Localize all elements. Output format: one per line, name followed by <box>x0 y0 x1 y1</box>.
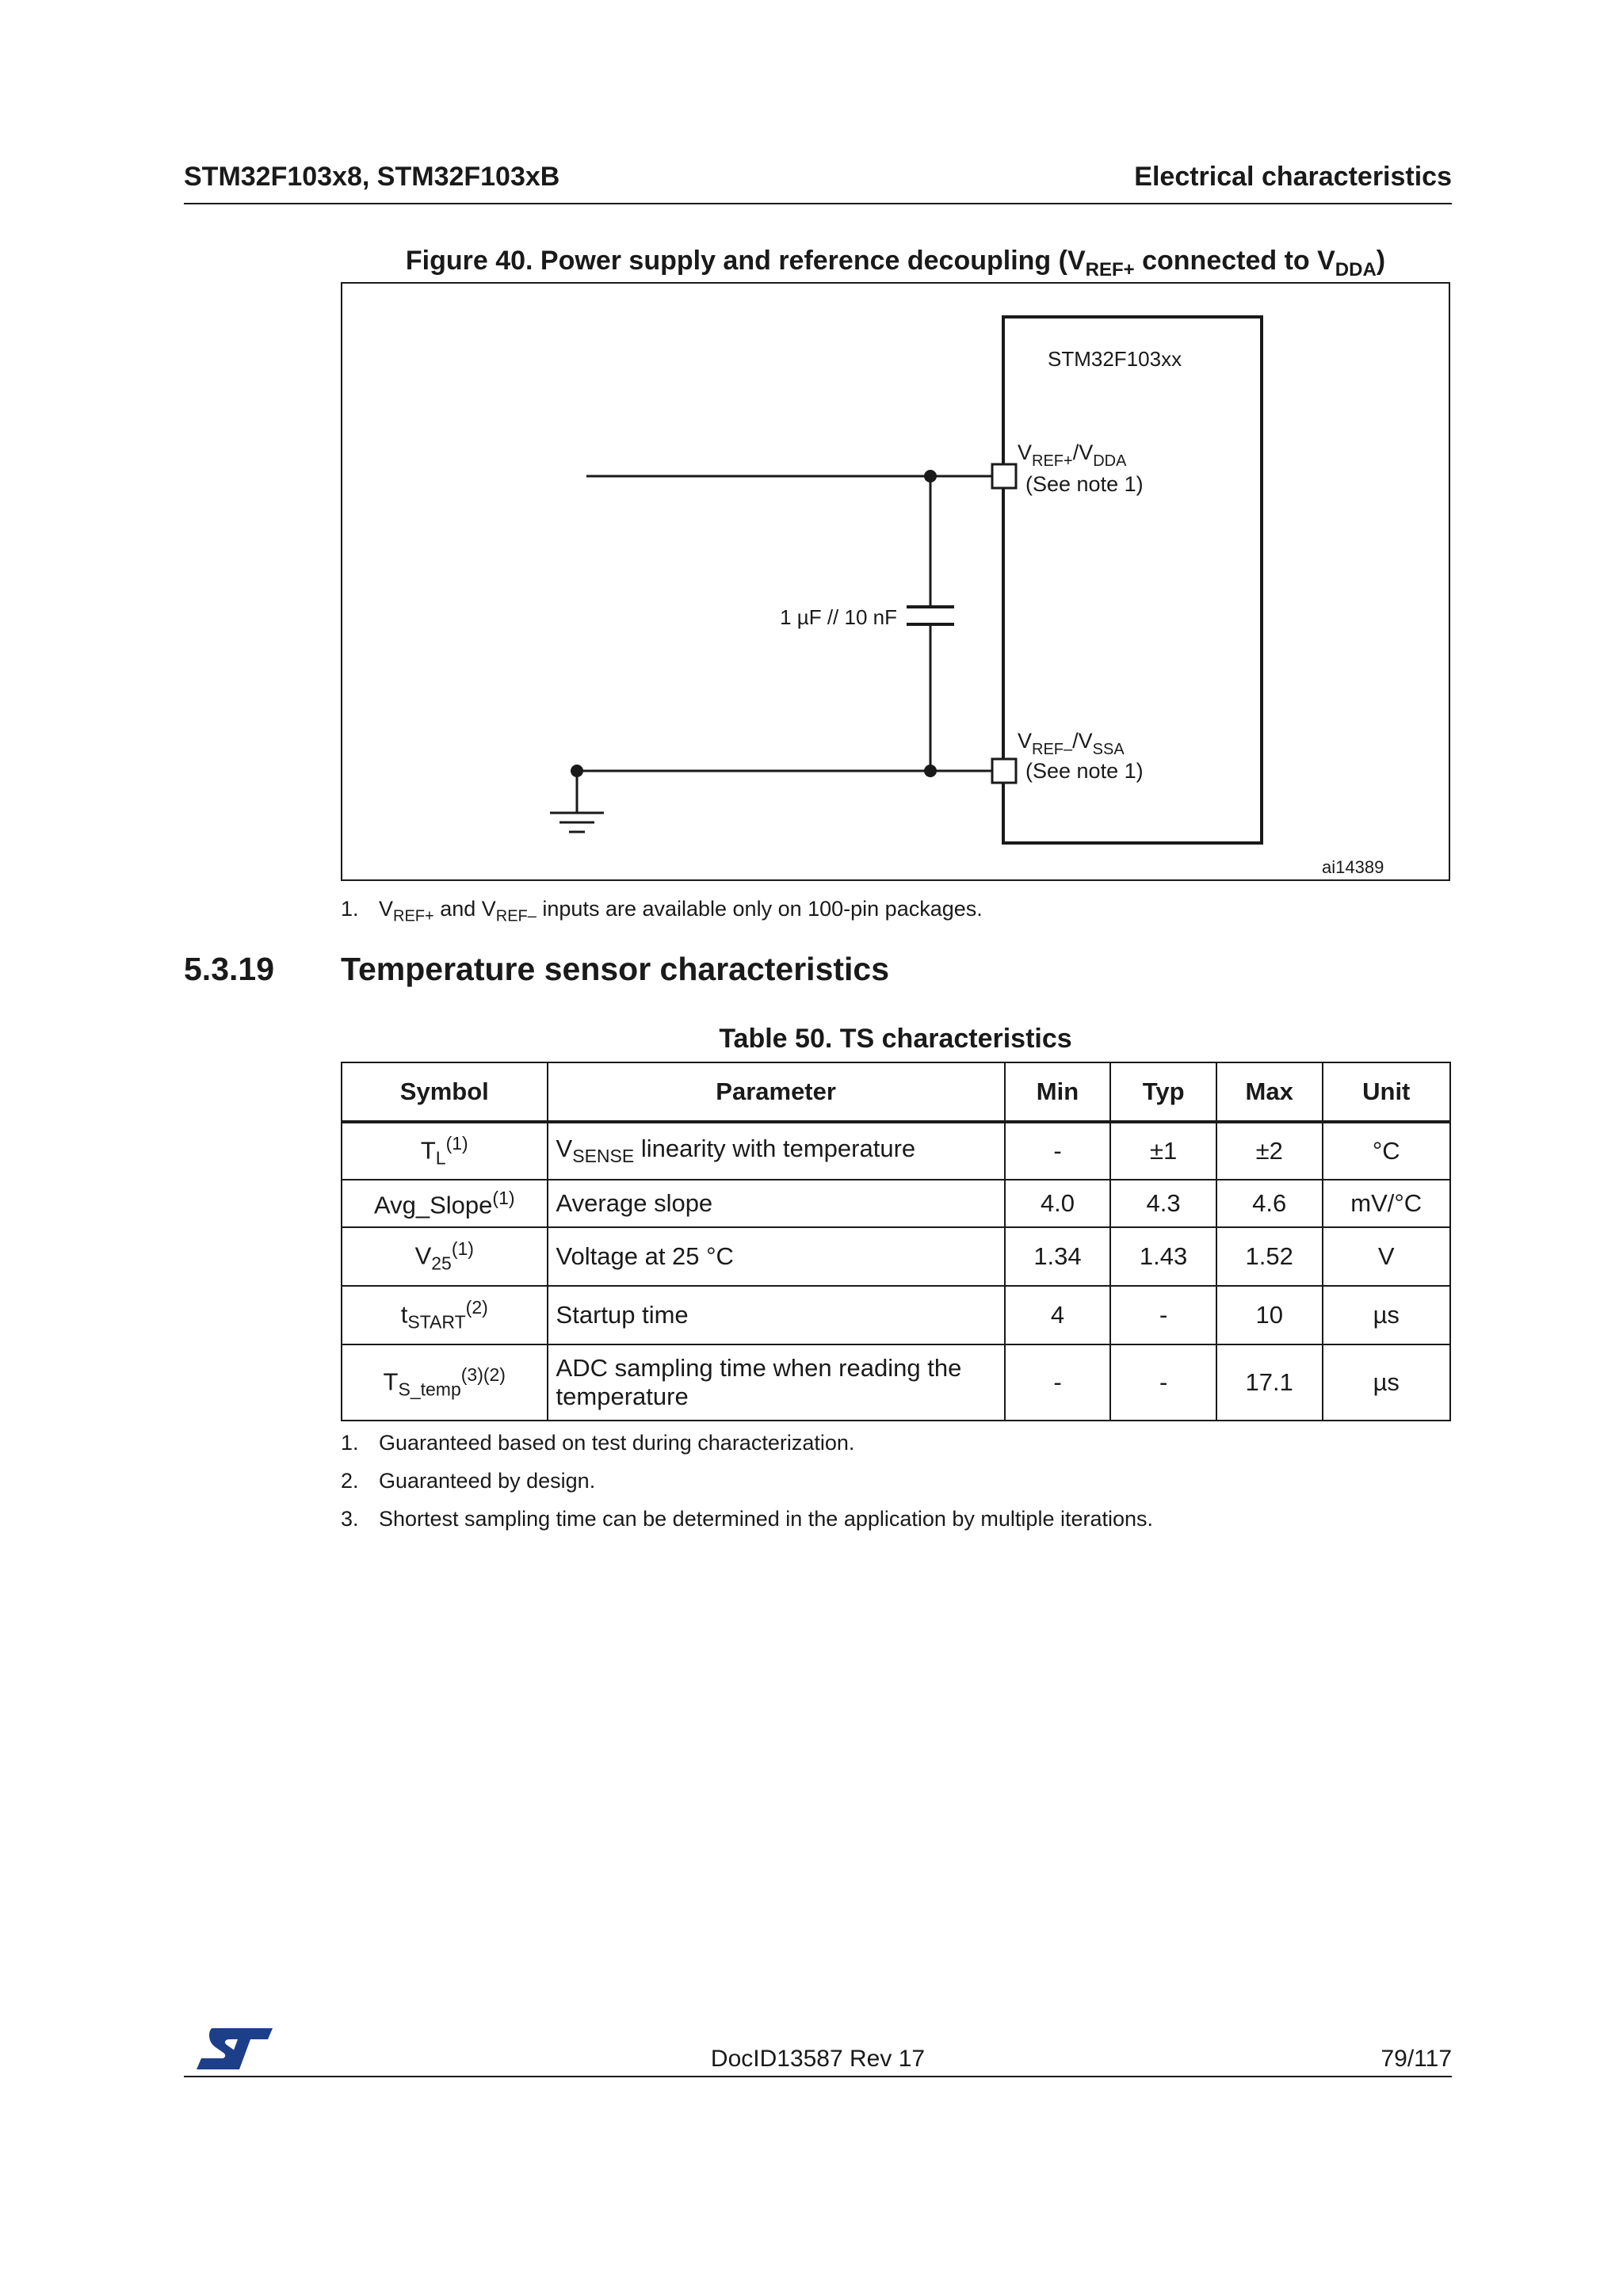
col-header-parameter: Parameter <box>548 1062 1005 1122</box>
table-note-3: 3. Shortest sampling time can be determined in the application by multiple iterations. <box>341 1507 1154 1531</box>
figure-id: ai14389 <box>1322 857 1384 877</box>
section-heading <box>184 951 890 988</box>
cell-symbol: $t_{START}^{(2)}$ <box>342 1286 548 1344</box>
cell-parameter: Startup time <box>548 1286 1005 1344</box>
cell-min: 4.0 <box>1005 1180 1111 1227</box>
figure-title: Figure 40. Power supply and reference decoupling ($V_{REF+}$ connected to $V_{DDA}$) <box>405 246 1386 280</box>
table-header-row <box>342 1062 1450 1122</box>
cell-max: ±2 <box>1216 1122 1323 1180</box>
cell-parameter: $V_{SENSE}$ linearity with temperature <box>548 1122 1005 1180</box>
table-row <box>342 1180 1450 1227</box>
cell-unit: mV/°C <box>1323 1180 1450 1227</box>
pin-bottom-square <box>992 759 1016 783</box>
cell-max: 10 <box>1216 1286 1323 1344</box>
table-title: Table 50. TS characteristics <box>719 1024 1072 1054</box>
cell-min: 4 <box>1005 1286 1111 1344</box>
footer-page-number: 79/117 <box>1381 2046 1452 2072</box>
cell-unit: µs <box>1323 1344 1450 1421</box>
cell-min: 1.34 <box>1005 1227 1111 1286</box>
pin-top-square <box>992 464 1016 488</box>
decoupling-schematic <box>342 284 1452 883</box>
cell-typ: - <box>1110 1286 1216 1344</box>
table-row <box>342 1286 1450 1344</box>
cell-parameter: Voltage at 25 °C <box>548 1227 1005 1286</box>
header-doc-title: STM32F103x8, STM32F103xB <box>184 162 560 192</box>
cell-max: 4.6 <box>1216 1180 1323 1227</box>
footer-rule <box>184 2076 1452 2077</box>
chip-label: STM32F103xx <box>1048 347 1182 371</box>
figure-note: 1. $V_{REF+}$ and $V_{REF-}$ inputs are available only on 100-pin packages. <box>341 897 983 925</box>
section-number: 5.3.19 <box>184 951 274 987</box>
cell-symbol: Avg_Slope$^{(1)}$ <box>342 1180 548 1227</box>
pin-vref-plus-label: $V_{REF+}/V_{DDA}$ <box>1018 441 1127 470</box>
cell-typ: - <box>1110 1344 1216 1421</box>
footer-doc-id: DocID13587 Rev 17 <box>710 2046 926 2072</box>
table-note-1: 1. Guaranteed based on test during characterization. <box>341 1431 855 1455</box>
cell-min: - <box>1005 1344 1111 1421</box>
cell-unit: µs <box>1323 1286 1450 1344</box>
cell-typ: 4.3 <box>1110 1180 1216 1227</box>
pin-vref-minus-note: (See note 1) <box>1025 759 1144 783</box>
table-row <box>342 1122 1450 1180</box>
col-header-unit: Unit <box>1323 1062 1450 1122</box>
cell-parameter: ADC sampling time when reading the temperature <box>548 1344 1005 1421</box>
ts-characteristics-table <box>341 1062 1451 1421</box>
col-header-symbol: Symbol <box>342 1062 548 1122</box>
cell-symbol: $T_L^{(1)}$ <box>342 1122 548 1180</box>
header-rule <box>184 203 1452 204</box>
col-header-typ: Typ <box>1110 1062 1216 1122</box>
cell-symbol: $V_{25}^{(1)}$ <box>342 1227 548 1286</box>
cell-max: 17.1 <box>1216 1344 1323 1421</box>
cell-min: - <box>1005 1122 1111 1180</box>
col-header-max: Max <box>1216 1062 1323 1122</box>
cell-max: 1.52 <box>1216 1227 1323 1286</box>
pin-vref-minus-label: $V_{REF-}/V_{SSA}$ <box>1018 729 1125 758</box>
cell-typ: 1.43 <box>1110 1227 1216 1286</box>
table-row <box>342 1227 1450 1286</box>
figure-box <box>341 282 1450 881</box>
table-note-2: 2. Guaranteed by design. <box>341 1469 596 1493</box>
cell-typ: ±1 <box>1110 1122 1216 1180</box>
section-title: Temperature sensor characteristics <box>341 951 890 987</box>
cell-unit: V <box>1323 1227 1450 1286</box>
cell-parameter: Average slope <box>548 1180 1005 1227</box>
capacitor-label: 1 µF // 10 nF <box>780 605 897 629</box>
table-row <box>342 1344 1450 1421</box>
cell-symbol: $T_{S\_temp}^{(3)(2)}$ <box>342 1344 548 1421</box>
cell-unit: °C <box>1323 1122 1450 1180</box>
header-chapter-title: Electrical characteristics <box>1134 162 1452 192</box>
pin-vref-plus-note: (See note 1) <box>1025 472 1144 496</box>
col-header-min: Min <box>1005 1062 1111 1122</box>
